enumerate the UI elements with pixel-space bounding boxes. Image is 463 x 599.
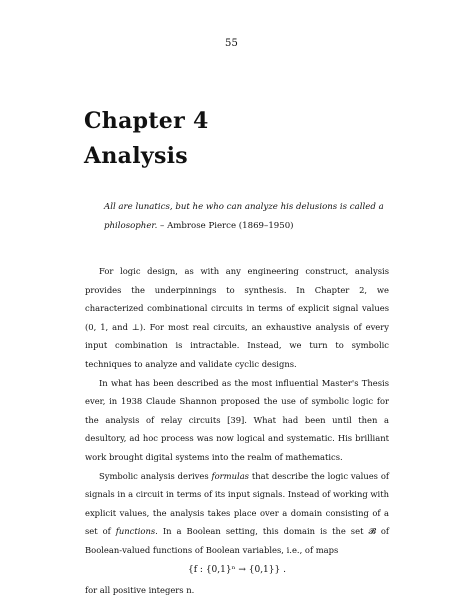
paragraph-1: For logic design, as with any engineering construct, analysis provides the underpinnings to synthesis. In Chapter 2, we characterized combinational circuits in terms of explicit signal values (0, 1, and ⊥). For most real circuits, an exhaustive analysis of every input combination is intractable. Instead, we turn to symbolic techniques to analyze and validate cyclic designs.	[85, 266, 389, 369]
paragraph-3-prefix: Symbolic analysis derives	[99, 470, 212, 481]
epigraph	[104, 198, 392, 235]
paragraph-4: for all positive integers n.	[85, 584, 195, 595]
page-number: 55	[224, 38, 239, 49]
paragraph-3-middle: that describe the logic values of signals in a circuit in terms of its input signals. Instead of working with explicit values, the analysis takes place over a domain consisting of a set of	[85, 470, 389, 537]
emphasis-formulas: formulas	[211, 470, 249, 481]
display-equation: {f : {0,1}ⁿ → {0,1}} .	[188, 564, 286, 575]
paragraph-3	[85, 467, 389, 560]
chapter-label: Chapter 4	[84, 108, 209, 134]
paragraph-3-suffix: . In a Boolean setting, this domain is the set 𝓑 of Boolean-valued functions of Boolean variables, i.e., of maps	[85, 526, 389, 555]
paragraph-2: In what has been described as the most influential Master's Thesis ever, in 1938 Claude Shannon proposed the use of symbolic logic for the analysis of relay circuits [39]. What had been until then a desultory, ad hoc process was now logical and systematic. His brilliant work brought digital systems into the realm of mathematics.	[85, 377, 389, 462]
emphasis-functions: functions	[115, 526, 156, 537]
chapter-title: Analysis	[84, 143, 188, 169]
epigraph-quote: All are lunatics, but he who can analyze his delusions is called a philosopher.	[104, 202, 384, 231]
epigraph-attribution: – Ambrose Pierce (1869–1950)	[157, 220, 294, 231]
body-text	[85, 262, 389, 599]
